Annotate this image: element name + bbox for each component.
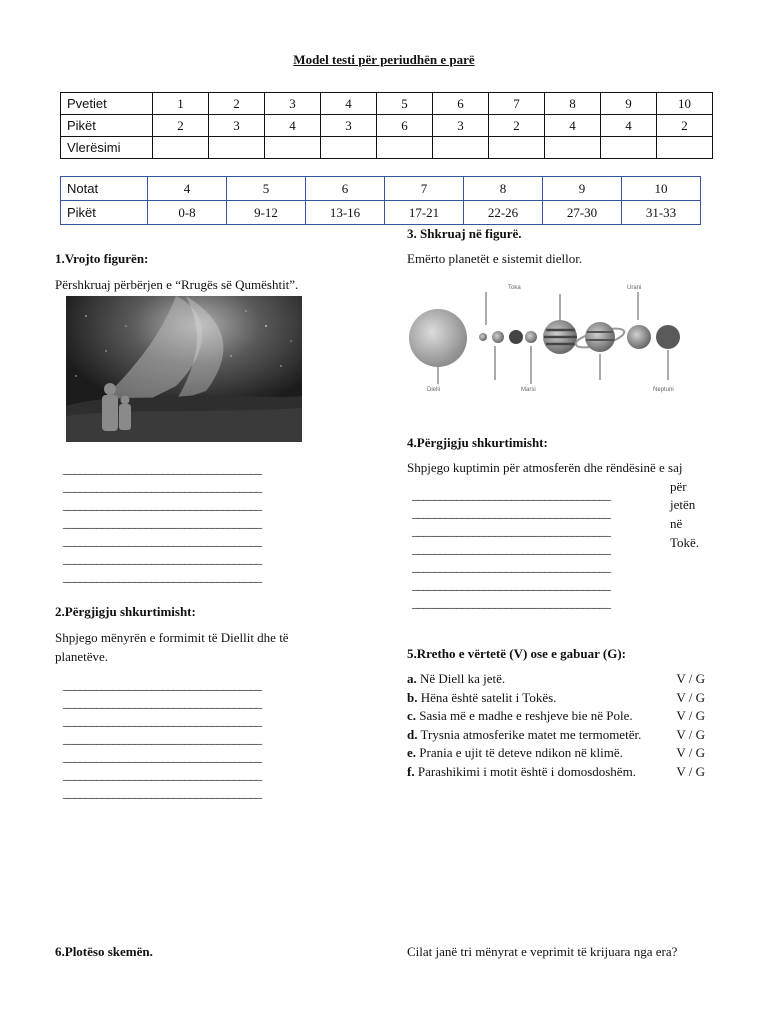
points-table-cell[interactable] (601, 137, 657, 159)
grades-table (60, 176, 701, 225)
grades-table-row-label: Notat (61, 177, 148, 201)
points-table-cell[interactable] (321, 137, 377, 159)
points-table-cell: 6 (377, 115, 433, 137)
statement-letter: e. (407, 745, 417, 760)
grades-table-cell: 5 (227, 177, 306, 201)
points-table-row-label: Pvetiet (61, 93, 153, 115)
points-table-cell: 4 (545, 115, 601, 137)
statement (407, 671, 505, 687)
grades-table-cell: 9-12 (227, 201, 306, 225)
points-table-row-label: Pikët (61, 115, 153, 137)
grades-table-cell: 4 (148, 177, 227, 201)
grades-table-cell: 6 (306, 177, 385, 201)
statement (407, 764, 636, 780)
statement-letter: b. (407, 689, 418, 705)
v-g-choice[interactable]: V / G (676, 708, 705, 723)
grades-table-cell: 10 (622, 177, 701, 201)
statement (407, 708, 633, 724)
points-table-cell: 4 (321, 93, 377, 115)
q2-prompt-line2: planetëve. (55, 649, 109, 664)
answer-line[interactable]: ____________________________________ (63, 569, 261, 584)
grades-table-cell: 17-21 (385, 201, 464, 225)
points-table-cell[interactable] (433, 137, 489, 159)
grades-table-row (61, 177, 701, 201)
answer-line[interactable]: ____________________________________ (412, 595, 610, 610)
true-false-item (407, 764, 707, 782)
statement-text: Parashikimi i motit është i domosdoshëm. (417, 763, 636, 779)
answer-line[interactable]: ____________________________________ (63, 713, 261, 728)
statement-text: Në Diell ka jetë. (420, 671, 506, 686)
points-table-cell[interactable] (657, 137, 713, 159)
statement-letter: d. (407, 726, 418, 742)
q2-prompt-line1: Shpjego mënyrën e formimit të Diellit dhe të (55, 630, 289, 645)
points-table-cell: 7 (489, 93, 545, 115)
answer-line[interactable]: ____________________________________ (63, 551, 261, 566)
page-title: Model testi për periudhën e parë (293, 52, 475, 67)
q1-prompt: Përshkruaj përbërjen e “Rrugës së Qumështit”. (55, 277, 299, 292)
answer-line[interactable]: ____________________________________ (63, 497, 261, 512)
statement-letter: c. (407, 708, 417, 723)
points-table-cell: 5 (377, 93, 433, 115)
q2-answer-lines[interactable] (63, 676, 261, 802)
points-table-row (61, 137, 713, 159)
q5-heading: 5.Rretho e vërtetë (V) ose e gabuar (G): (407, 646, 627, 661)
milky-way-photo (66, 296, 302, 442)
q1-answer-lines[interactable] (63, 460, 261, 586)
points-table-cell: 2 (153, 115, 209, 137)
points-table-cell: 4 (265, 115, 321, 137)
v-g-choice[interactable]: V / G (676, 745, 705, 760)
q4-tail-3: në (670, 516, 683, 531)
points-table-cell[interactable] (377, 137, 433, 159)
answer-line[interactable]: ____________________________________ (63, 479, 261, 494)
answer-line[interactable]: ____________________________________ (63, 695, 261, 710)
points-table-cell: 3 (433, 115, 489, 137)
v-g-choice[interactable]: V / G (676, 726, 705, 742)
questions-points-table (60, 92, 713, 159)
q6-question: Cilat janë tri mënyrat e veprimit të krijuara nga era? (407, 944, 678, 959)
planet-label-toka: Toka (508, 285, 521, 291)
points-table-cell[interactable] (153, 137, 209, 159)
points-table-cell[interactable] (265, 137, 321, 159)
statement-text: Trysnia atmosferike matet me termometër. (420, 726, 642, 742)
points-table-cell: 1 (153, 93, 209, 115)
statement-letter: a. (407, 671, 417, 686)
grades-table-cell: 8 (464, 177, 543, 201)
q3-prompt: Emërto planetët e sistemit diellor. (407, 251, 583, 266)
points-table-row (61, 115, 713, 137)
statement-text: Prania e ujit të deteve ndikon në klimë. (419, 745, 623, 760)
answer-line[interactable]: ____________________________________ (63, 533, 261, 548)
true-false-item (407, 690, 707, 708)
points-table-cell: 3 (321, 115, 377, 137)
grades-table-cell: 13-16 (306, 201, 385, 225)
grades-table-row-label: Pikët (61, 201, 148, 225)
planet-label-urani: Urani (627, 285, 642, 291)
grades-table-row (61, 201, 701, 225)
points-table-cell[interactable] (489, 137, 545, 159)
points-table-row-label: Vlerësimi (61, 137, 153, 159)
answer-line[interactable]: ____________________________________ (412, 523, 610, 538)
true-false-item (407, 727, 707, 745)
q4-tail-4: Tokë. (670, 535, 700, 550)
planet-label-dielli: Dielli (427, 387, 441, 393)
answer-line[interactable]: ____________________________________ (63, 677, 261, 692)
points-table-row (61, 93, 713, 115)
answer-line[interactable]: ____________________________________ (63, 767, 261, 782)
q2-heading: 2.Përgjigju shkurtimisht: (55, 604, 196, 619)
points-table-cell: 3 (209, 115, 265, 137)
answer-line[interactable]: ____________________________________ (63, 785, 261, 800)
points-table-cell[interactable] (209, 137, 265, 159)
answer-line[interactable]: ____________________________________ (412, 541, 610, 556)
points-table-cell: 4 (601, 115, 657, 137)
points-table-cell[interactable] (545, 137, 601, 159)
q6-heading: 6.Plotëso skemën. (55, 944, 153, 959)
q4-tail-2: jetën (670, 497, 696, 512)
statement (407, 745, 623, 761)
points-table-cell: 2 (489, 115, 545, 137)
answer-line[interactable]: ____________________________________ (63, 461, 261, 476)
q4-heading: 4.Përgjigju shkurtimisht: (407, 435, 548, 450)
planet-label-marsi: Marsi (521, 387, 536, 393)
q4-prompt: Shpjego kuptimin për atmosferën dhe rëndësinë e saj (407, 460, 683, 475)
answer-line[interactable]: ____________________________________ (63, 731, 261, 746)
statement-letter: f. (407, 763, 415, 779)
q4-answer-lines[interactable] (412, 486, 610, 612)
points-table-cell: 2 (209, 93, 265, 115)
q3-heading: 3. Shkruaj në figurë. (407, 226, 522, 241)
grades-table-cell: 0-8 (148, 201, 227, 225)
points-table-cell: 10 (657, 93, 713, 115)
statement (407, 727, 641, 743)
true-false-item (407, 671, 707, 689)
statement (407, 690, 556, 706)
answer-line[interactable]: ____________________________________ (412, 577, 610, 592)
v-g-choice[interactable]: V / G (676, 689, 705, 705)
grades-table-cell: 7 (385, 177, 464, 201)
grades-table-cell: 31-33 (622, 201, 701, 225)
points-table-cell: 6 (433, 93, 489, 115)
answer-line[interactable]: ____________________________________ (412, 559, 610, 574)
grades-table-cell: 27-30 (543, 201, 622, 225)
q4-tail-1: për (670, 479, 687, 494)
points-table-cell: 9 (601, 93, 657, 115)
true-false-item (407, 745, 707, 763)
sun (409, 309, 467, 367)
grades-table-cell: 22-26 (464, 201, 543, 225)
answer-line[interactable]: ____________________________________ (412, 505, 610, 520)
answer-line[interactable]: ____________________________________ (63, 749, 261, 764)
answer-line[interactable]: ____________________________________ (412, 487, 610, 502)
answer-line[interactable]: ____________________________________ (63, 515, 261, 530)
v-g-choice[interactable]: V / G (676, 671, 705, 686)
v-g-choice[interactable]: V / G (676, 763, 705, 779)
statement-text: Hëna është satelit i Tokës. (420, 689, 557, 705)
q1-heading: 1.Vrojto figurën: (55, 251, 149, 266)
grades-table-cell: 9 (543, 177, 622, 201)
planet-label-neptuni: Neptuni (653, 387, 674, 393)
true-false-item (407, 708, 707, 726)
statement-text: Sasia më e madhe e reshjeve bie në Pole. (419, 708, 633, 723)
points-table-cell: 2 (657, 115, 713, 137)
points-table-cell: 8 (545, 93, 601, 115)
points-table-cell: 3 (265, 93, 321, 115)
solar-system-diagram (405, 280, 687, 395)
